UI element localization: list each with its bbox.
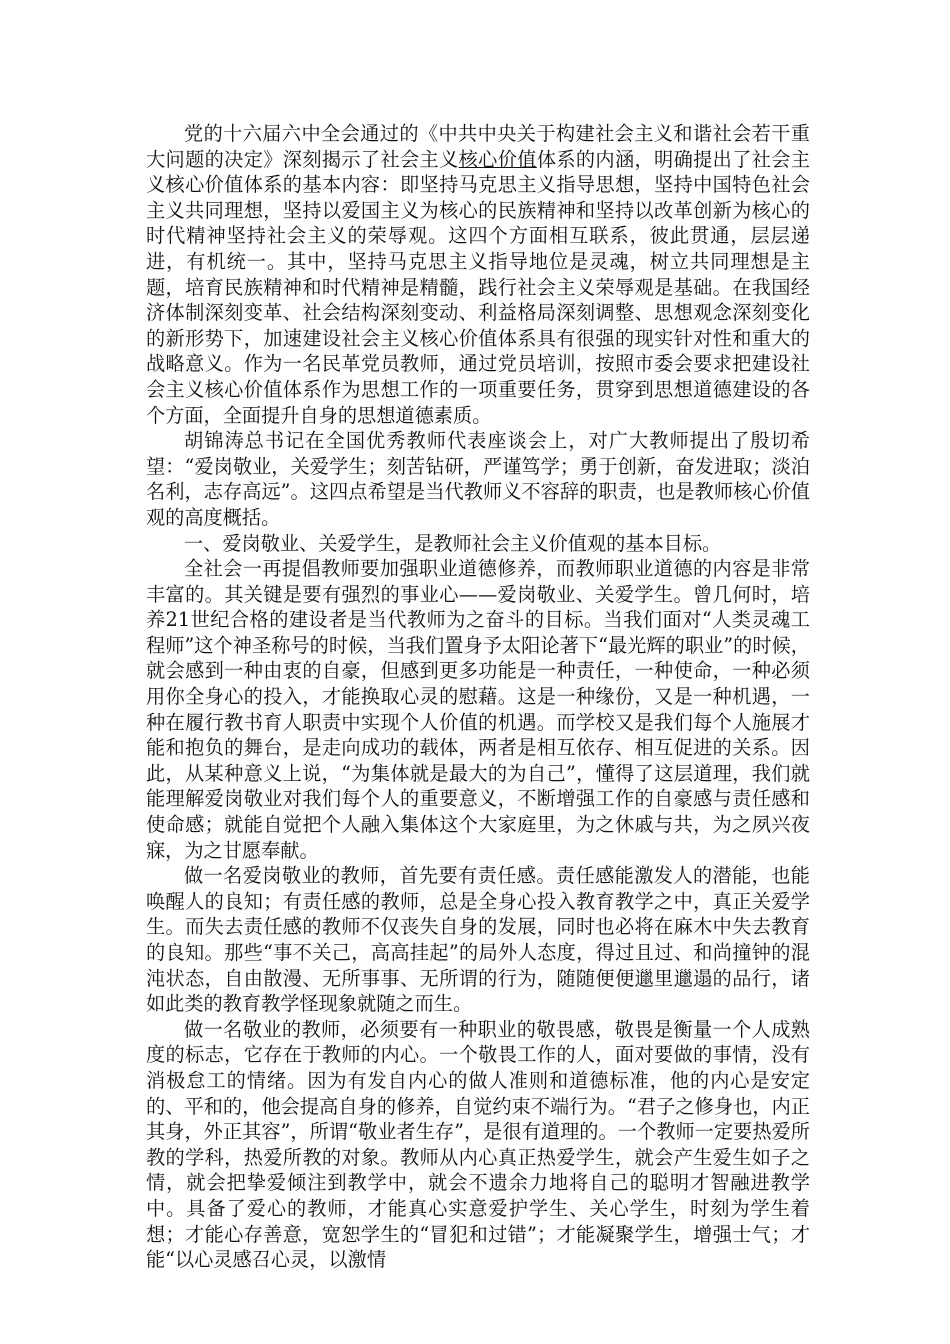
underlined-term: 核心价值 [458,147,537,171]
document-page [146,121,810,1273]
section-heading-1: 一、爱岗敬业、关爱学生，是教师社会主义价值观的基本目标。 [184,531,722,555]
paragraph-responsibility: 做一名爱岗敬业的教师，首先要有责任感。责任感能激发人的潜能，也能唤醒人的良知；有责任感的教师，总是全身心投入教育教学之中，真正关爱学生。而失去责任感的教师不仅丧失自身的发展，同时也必将在麻木中失去教育的良知。那些“事不关己，高高挂起”的局外人态度，得过且过、和尚撞钟的混沌状态，自由散漫、无所事事、无所谓的行为，随随便便邋里邋遢的品行，诸如此类的教育教学怪现象就随之而生。 [146,864,810,1016]
paragraph-intro-before: 党的十六届六中全会通过的《中共中央关于构建社会主义和谐社会若干重大问题的决定》深刻揭示了社会主义 [146,122,810,171]
paragraph-professional-ethics: 全社会一再提倡教师要加强职业道德修养，而教师职业道德的内容是非常丰富的。其关键是要有强烈的事业心——爱岗敬业、关爱学生。曾几何时，培养21世纪合格的建设者是当代教师为之奋斗的目标。当我们面对“人类灵魂工程师”这个神圣称号的时候，当我们置身予太阳论著下“最光辉的职业”的时候，就会感到一种由衷的自豪，但感到更多功能是一种责任，一种使命，一种必须用你全身心的投入，才能换取心灵的慰藉。这是一种缘份，又是一种机遇，一种在履行教书育人职责中实现个人价值的机遇。而学校又是我们每个人施展才能和抱负的舞台，是走向成功的载体，两者是相互依存、相互促进的关系。因此，从某种意义上说，“为集体就是最大的为自己”，懂得了这层道理，我们就能理解爱岗敬业对我们每个人的重要意义，不断增强工作的自豪感与责任感和使命感；就能自觉把个人融入集体这个大家庭里，为之休戚与共，为之夙兴夜寐，为之甘愿奉献。 [146,557,810,862]
paragraph-intro [146,121,810,428]
paragraph-intro-after: 体系的内涵，明确提出了社会主义核心价值体系的基本内容：即坚持马克思主义指导思想，坚持中国特色社会主义共同理想，坚持以爱国主义为核心的民族精神和坚持以改革创新为核心的时代精神坚持社会主义的荣辱观。这四个方面相互联系，彼此贯通，层层递进，有机统一。其中，坚持马克思主义指导地位是灵魂，树立共同理想是主题，培育民族精神和时代精神是精髓，践行社会主义荣辱观是基础。在我国经济体制深刻变革、社会结构深刻变动、利益格局深刻调整、思想观念深刻变化的新形势下，加速建设社会主义核心价值体系具有很强的现实针对性和重大的战略意义。作为一名民革党员教师，通过党员培训，按照市委会要求把建设社会主义核心价值体系作为思想工作的一项重要任务，贯穿到思想道德建设的各个方面，全面提升自身的思想道德素质。 [146,147,811,427]
paragraph-hu-jintao-hopes: 胡锦涛总书记在全国优秀教师代表座谈会上，对广大教师提出了殷切希望：“爱岗敬业，关爱学生；刻苦钻研，严谨笃学；勇于创新，奋发进取；淡泊名利，志存高远”。这四点希望是当代教师义不容辞的职责，也是教师核心价值观的高度概括。 [146,429,810,529]
paragraph-reverence: 做一名敬业的教师，必须要有一种职业的敬畏感，敬畏是衡量一个人成熟度的标志，它存在于教师的内心。一个敬畏工作的人，面对要做的事情，没有消极怠工的情绪。因为有发自内心的做人准则和道德标准，他的内心是安定的、平和的，他会提高自身的修养，自觉约束不端行为。“君子之修身也，内正其身，外正其容”，所谓“敬业者生存”，是很有道理的。一个教师一定要热爱所教的学科，热爱所教的对象。教师从内心真正热爱学生，就会产生爱生如子之情，就会把挚爱倾注到教学中，就会不遗余力地将自己的聪明才智融进教学中。具备了爱心的教师，才能真心实意爱护学生、关心学生，时刻为学生着想；才能心存善意，宽恕学生的“冒犯和过错”；才能凝聚学生，增强士气；才能“以心灵感召心灵，以激情 [146,1017,810,1272]
